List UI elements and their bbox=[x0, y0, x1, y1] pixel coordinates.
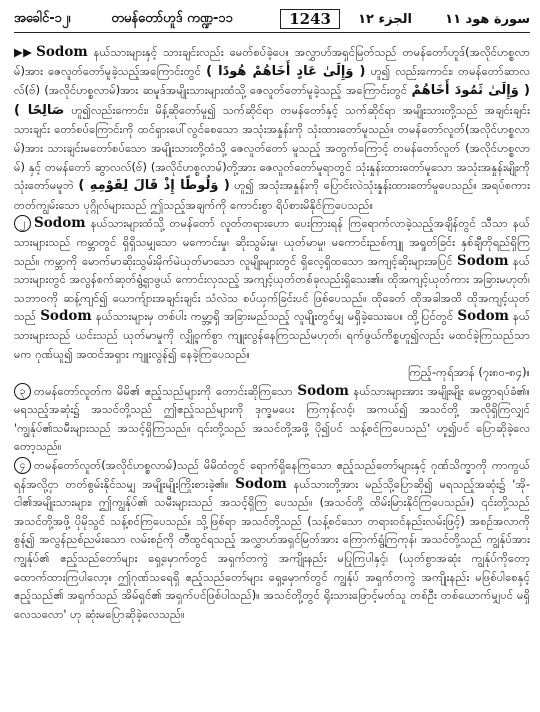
commentary-text: နယ်သားများထံသို့ တမန်တော် လူတ်တရားဟော ပေးကြားရန် ကြရောက်လာခဲ့သည့်အချိန်တွင် သီသာ နယ်သားများသည် ကမ္ဘာတွင် ရှိရှိသမျှသော မကောင်းမှု၊ ဆိုးသွမ်းမှု၊ ယုတ်မာမှု၊ မကောင်းညစ်ကျူ အရှုတ်ခြင်း နှစ်ချီတိုရည်ရှိကြသည်။ ကမ္ဘာကို မောက်မာဆိုးသွမ်းမိုက်မဲယုတ်မာသော လူမျိုးများတွင် ရှိလေ့ရှိထသော အကျင့်ဆိုးများအပြင် bbox=[14, 216, 530, 268]
page-header bbox=[14, 6, 530, 33]
arabic-quote: ( وَإِلَىٰ عَادٍ أَخَاهُمْ هُودًا ) bbox=[206, 63, 366, 79]
page-number: 1243 bbox=[280, 9, 340, 29]
header-volume: အခေါင်-၁၂၊ bbox=[14, 10, 71, 26]
quran-reference: ကြည့်-ကုရ်အာန် (၇း၈၀-၈၄)။ bbox=[407, 365, 530, 380]
header-juz: الجزء ١٢ bbox=[358, 11, 412, 27]
arabic-quote: ( وَلُوطًا إِذْ قَالَ لِقَوْمِهِ ) bbox=[78, 178, 230, 194]
commentary-text: နယ်သားများမှ တစ်ပါး ကမ္ဘာ့ရှိ အခြားမည်သည့် လူမျိုးတွင်မျှ မရှိခဲ့သေးပေ။ ထို့ပြင်တွင် bbox=[91, 309, 458, 324]
commentary-paragraph bbox=[14, 214, 530, 363]
header-chapter-title: တမန်တော်ဟူဒ် ကဏ္ဍ-၁၁ bbox=[111, 10, 233, 26]
commentary-text: နယ်သားများတွင် အလွန်စက်ဆုတ်ရွံ့ရှာဖွယ် ကောင်းလှသည့် အကျင့်ယုတ်တစ်ခုလည်းရှိသေး၏။ ထိုအကျင့်ယုတ်ကား အခြားမဟုတ်၊ သဘာဝကို ဆန့်ကျင်၍ ယောက်ျားအချင်းချင်း သံလဲသ စပ်ယှက်ခြင်းပင် ဖြစ်ပေသည်။ ထိုခေတ် ထိုအခါအထိ ထိုအကျင့်ယုတ်သည် bbox=[14, 253, 531, 324]
sodom-term: Sodom bbox=[36, 44, 88, 60]
commentary-paragraph bbox=[14, 43, 530, 214]
arabic-quote: ( وَإِلَىٰ ثَمُودَ أَخَاهُمْ صَالِحًا ) bbox=[14, 83, 530, 118]
footnote-number: ၄ bbox=[14, 457, 31, 474]
commentary-text: နယ်သားများနှင့် သားချင်းလည်း မေတ်စပ်ခဲ့ပေ။ အလွှာဟ်အရှင်မြတ်သည် တမန်တော်ဟူဒ်(အလိုင်ဟစ္စလာမ်)အား ဇေလူတ်တော်မူခဲ့သည့်အကြောင်းတွင် bbox=[14, 45, 530, 78]
sodom-term: Sodom bbox=[34, 215, 86, 232]
footnote-number: ၃ bbox=[14, 383, 31, 400]
commentary-text: ဟူ၍ အသုံးအနှုန်းကို ပြောင်းလဲသုံးနှုန်းထားတော်မူပေသည်။ အရပ်စကား တတ်ကျွမ်းသော ပုဂ္ဂိုလ်များသည် ဤသည့်အချက်ကို ကောင်းစွာ ရိပ်စားမိနိုင်ကြပေသည်။ bbox=[14, 178, 530, 212]
commentary-text: နယ်သားများအား အမျိုးမျိုး မေတ္တာရပ်ခံ၏။ မရသည့်အဆုံး၌ အသင်တို့သည် ဤဧည့်သည်များကို ဒုက္ခမပေး ကြကုန်လင့်၊ အကယ်၍ အသင်တို့ အလိုရှိကြလျှင် 'ကျွန်ုပ်၏သမီးများသည် အသင့်ရှိကြသည်။ ၎င်းတို့သည် အသင်တို့အဖို့ ပို၍ပင် သန့်စင်ကြပေသည်' ဟူ၍ပင် ပြောဆိုခဲ့လေတော့သည်။ bbox=[14, 383, 530, 454]
paragraph-marker: ▶▶ bbox=[14, 45, 33, 59]
commentary-text: တမန်တော်လူတ်က မိမိ၏ ဧည့်သည်များကို တောင်းဆိုကြသော bbox=[34, 383, 298, 398]
commentary-text: ဟူ၍လည်းကောင်း၊ မိန့်ဆိုတော်မူ၍ သက်ဆိုင်ရာ တမန်တော်နှင့် သက်ဆိုင်ရာ အမျိုးသားတို့သည် အချင်းချင်းသားချင်း တော်စပ်ကြောင်းကို ထင်ရှားပေါ်လွင်စေသော အသုံးအနှုန်းကို သုံးထားတော်မူသည်။ တမန်တော်လူတ်(အလိုင်ဟစ္စလာမ်)အား သားချင်းမတော်စပ်သော အမျိုးသားတို့ထံသို့ ဇေလူတ်တော် မူသည့် အတွက်ကြောင့် တမန်တော်လူတ် (အလိုင်ဟစ္စလာမ်) နှင့် တမန်တော် ဆွာလလ်(ဗ်) (အလိုင်ဟစ္စလာမ်)တို့အား ဇေလူတ်တော်မူရာတွင် သုံးနှုန်းထားတော်မူသော အသုံးအနှုန်းမျိုးကို သုံးတော်မမူဘဲ bbox=[14, 102, 530, 193]
footnote-number: ၂ bbox=[14, 215, 31, 232]
sodom-term: Sodom bbox=[235, 475, 287, 492]
sodom-term: Sodom bbox=[40, 308, 92, 325]
commentary-body bbox=[14, 43, 530, 623]
commentary-paragraph bbox=[14, 456, 530, 623]
commentary-text: တမန်တော်လူတ်(အလိုင်ဟစ္စလာမ်)သည် မိမိထံတွင် ရောက်ရှိနေကြသော ဧည့်သည်တော်များနှင့် ဂုဏ်သိက္ခာကို ကာကွယ်ရန်အလို့ငှာ တတ်စွမ်းနိုင်သမျှ အမျိုးမျိုးကြိုးစားခဲ့၏။ bbox=[14, 458, 530, 491]
header-surah: سورة هود ١١ bbox=[445, 11, 530, 27]
sodom-term: Sodom bbox=[457, 252, 509, 269]
commentary-text: နယ်သားတို့အား မည်သို့ပြောဆို၍ မရသည့်အဆုံး၌ 'အို-ငါ၏အမျိုးသားများ၊ ဤကျွန်ုပ်၏ သမီးများသည် အသင့်ရှိကြ ပေသည်။ (အသင်တို့ ထိမ်းမြားနိုင်ကြပေသည်။) ၎င်းတို့သည် အသင်တို့အဖို့ ပိုမိုသွင် သန့်စင်ကြပေသည်။ သို့ဖြစ်ရာ အသင်တို့သည် (သန့်စင်သော တရားဝင်နည်းလမ်းဖြင့်) အစဉ်အလာကို စွန့်၍ အလွန်ညစ်ညမ်းသော လမ်းစဉ်ကို တီထွင်ရသည့် အလွှာဟ်အရှင်မြတ်အား ကြောက်ရွံ့ကြကုန်၊ အသင်တို့သည် ကျွန်ုပ်အား ကျွန်ုပ်၏ ဧည့်သည်တော်များ ရှေ့မှောက်တွင် အရှက်တကွဲ အကျိုးနည်း မပြုကြပါနှင့်၊ (ယုတ်စွာအဆုံး ကျွန်ုပ်ကိုတော့ ထောက်ထားကြပါလော့။ ဤဂုဏ်သရေရှိ ဧည့်သည်တော်များ ရှေ့မှောက်တွင် ကျွန်ုပ် အရှက်တကွဲ အကျိုးနည်း မဖြစ်ပါစေနှင့် ဧည့်သည်၏ အရှက်သည် အိမ်ရှင်၏ အရှက်ပင်ဖြစ်ပါသည်)။ အသင်တို့တွင် ရိုးသားဖြောင့်မတ်သူ တစ်ဦး တစ်ယောက်မျှပင် မရှိလေသလော' ဟု ဆုံးမပြောဆိုခဲ့လေသည်။ bbox=[14, 476, 530, 621]
sodom-term: Sodom bbox=[457, 308, 509, 325]
commentary-text: နယ်သားများသည် ယင်းသည် ယုတ်မာမှုကို လျှို့ဝှက်စွာ ကျူးလွန်နေကြသည်မဟုတ်၊ ရက်ဖွယ်ကိစ္စဟူ၍လည်း မထင်ခဲ့ကြသည်သာမက ဂုဏ်ယူ၍ အထင်အရှား ကျူးလွန်၍ နေခဲ့ကြပေသည်။ bbox=[14, 309, 530, 361]
commentary-paragraph bbox=[14, 382, 530, 456]
commentary-text: ဟူ၍ လည်းကောင်း၊ တမန်တော်ဆာလလ်(ဗ်) (အလိုင်ဟစ္စလာမ်)အား ဆမူဒ်အမျိုးသားများထံသို့ ဇေလူတ်တော်မူခဲ့သည့် အကြောင်းတွင် bbox=[14, 63, 530, 98]
sodom-term: Sodom bbox=[297, 382, 349, 399]
